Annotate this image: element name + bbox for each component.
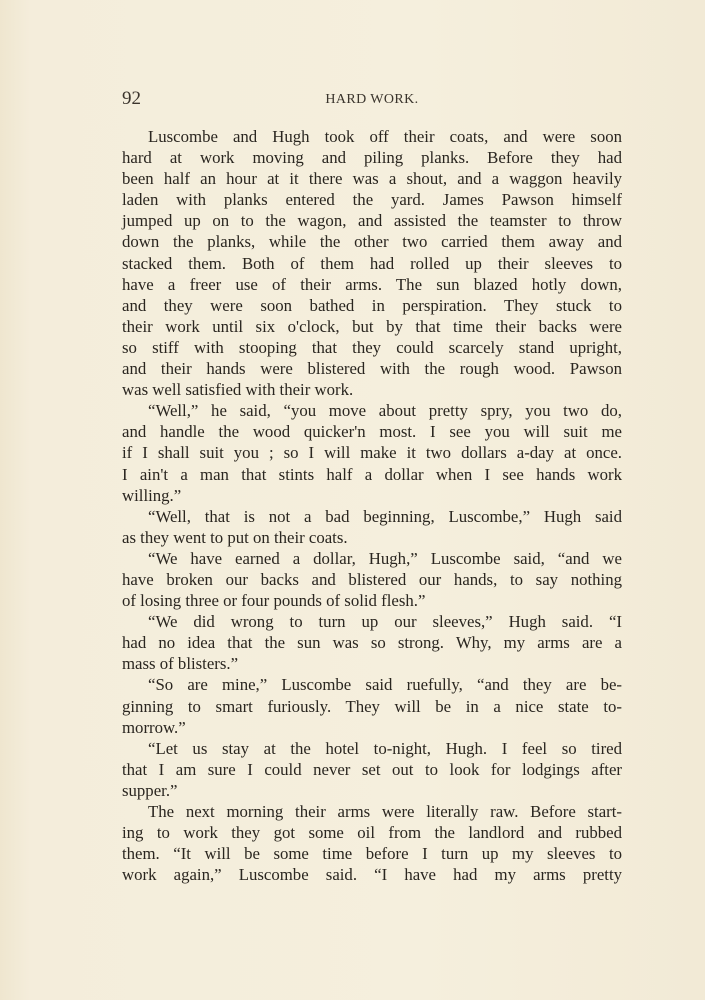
text-line: morrow.”	[122, 717, 186, 737]
text-line: was well satisfied with their work.	[122, 380, 354, 400]
text-line: willing.”	[122, 485, 182, 505]
text-line: their work until six o'clock, but by that time their backs were	[122, 316, 622, 336]
text-line: laden with planks entered the yard. James Pawson himself	[122, 190, 622, 210]
text-line: “Well, that is not a bad beginning, Luscombe,” Hugh said	[148, 506, 622, 526]
text-line: down the planks, while the other two carried them away and	[122, 232, 622, 252]
text-line: The next morning their arms were literally raw. Before start-	[148, 802, 622, 821]
text-line: I ain't a man that stints half a dollar when I see hands work	[122, 464, 622, 484]
text-line: work again,” Luscombe said. “I have had my arms pretty	[122, 865, 622, 885]
text-line: have broken our backs and blistered our hands, to say nothing	[122, 569, 622, 589]
text-line: jumped up on to the wagon, and assisted the teamster to throw	[122, 211, 622, 231]
page-number: 92	[122, 88, 141, 109]
text-line: had no idea that the sun was so strong. Why, my arms are a	[122, 633, 622, 653]
text-line: hard at work moving and piling planks. Before they had	[122, 148, 622, 168]
text-line: ginning to smart furiously. They will be in a nice state to-	[122, 696, 622, 716]
text-line: so stiff with stooping that they could scarcely stand upright,	[122, 337, 622, 357]
text-line: them. “It will be some time before I turn up my sleeves to	[122, 844, 622, 864]
text-line: supper.”	[122, 780, 178, 800]
page-header	[122, 88, 622, 112]
text-line: have a freer use of their arms. The sun blazed hotly down,	[122, 274, 622, 294]
text-line: “Well,” he said, “you move about pretty spry, you two do,	[148, 401, 622, 421]
text-line: and their hands were blistered with the rough wood. Pawson	[122, 359, 622, 379]
text-line: that I am sure I could never set out to look for lodgings after	[122, 759, 622, 779]
text-line: “So are mine,” Luscombe said ruefully, “and they are be-	[148, 675, 622, 695]
text-line: as they went to put on their coats.	[122, 527, 348, 547]
text-line: “We did wrong to turn up our sleeves,” Hugh said. “I	[148, 612, 622, 632]
text-line: Luscombe and Hugh took off their coats, and were soon	[148, 127, 622, 146]
text-line: “Let us stay at the hotel to-night, Hugh. I feel so tired	[148, 738, 622, 758]
text-line: stacked them. Both of them had rolled up their sleeves to	[122, 253, 622, 273]
text-line: ing to work they got some oil from the landlord and rubbed	[122, 823, 622, 843]
text-line: of losing three or four pounds of solid flesh.”	[122, 591, 426, 611]
text-line: if I shall suit you ; so I will make it two dollars a-day at once.	[122, 443, 622, 463]
text-line: “We have earned a dollar, Hugh,” Luscombe said, “and we	[148, 548, 622, 568]
text-line: and they were soon bathed in perspiration. They stuck to	[122, 295, 622, 315]
text-line: been half an hour at it there was a shout, and a waggon heavily	[122, 169, 622, 189]
running-title: HARD WORK.	[325, 92, 419, 107]
text-line: mass of blisters.”	[122, 654, 239, 674]
text-line: and handle the wood quicker'n most. I see you will suit me	[122, 422, 622, 442]
body-text	[122, 126, 622, 885]
